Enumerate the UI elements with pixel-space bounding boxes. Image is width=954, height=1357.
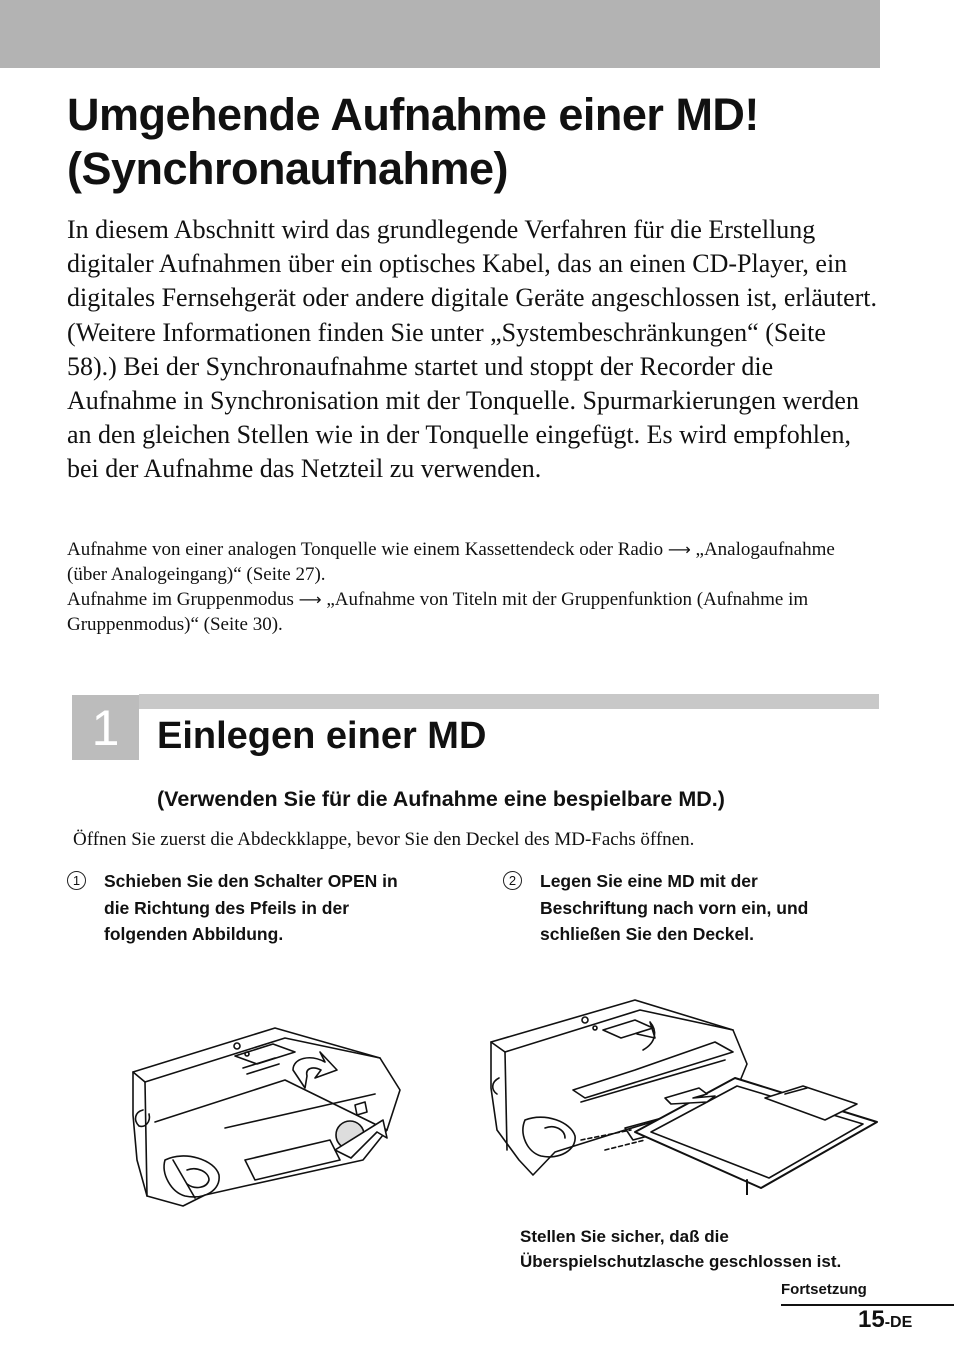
section-title: Einlegen einer MD bbox=[157, 715, 487, 757]
step-2 bbox=[503, 868, 858, 948]
cross-reference bbox=[67, 537, 857, 587]
page-title-line2: (Synchronaufnahme) bbox=[67, 143, 509, 194]
step-1 bbox=[67, 868, 422, 948]
section-bar bbox=[139, 694, 879, 709]
page-title-line1: Umgehende Aufnahme einer MD! bbox=[67, 89, 759, 140]
step-text: Legen Sie eine MD mit der Beschriftung nach vorn ein, und schließen Sie den Deckel. bbox=[540, 871, 809, 944]
reference-target: „Analogaufnahme (über Analogeingang)“ (Seite 27). bbox=[67, 539, 835, 585]
cross-references bbox=[67, 537, 857, 637]
page-title bbox=[67, 88, 867, 196]
recorder-open-switch-illustration bbox=[125, 1010, 415, 1210]
reference-text: Aufnahme von einer analogen Tonquelle wie einem Kassettendeck oder Radio bbox=[67, 539, 664, 560]
header-bar bbox=[0, 0, 880, 68]
recorder-insert-disc-illustration bbox=[485, 990, 880, 1195]
section-subtitle: (Verwenden Sie für die Aufnahme eine bespielbare MD.) bbox=[157, 787, 725, 811]
cross-reference bbox=[67, 587, 857, 637]
caption-line2: Überspielschutzlasche geschlossen ist. bbox=[520, 1252, 842, 1271]
right-arrow-icon: ⟶ bbox=[298, 590, 322, 609]
reference-target: „Aufnahme von Titeln mit der Gruppenfunktion (Aufnahme im Gruppenmodus)“ (Seite 30). bbox=[67, 589, 809, 635]
intro-paragraph: In diesem Abschnitt wird das grundlegende Verfahren für die Erstellung digitaler Aufnahmen über ein optisches Kabel, das an einen CD-Player, ein digitales Fernsehgerät oder andere digitale Geräte angeschlossen ist, erläutert. (Weitere Informationen finden Sie unter „Systembeschränkungen“ (Seite 58).) Bei der Synchronaufnahme startet und stoppt der Recorder die Aufnahme in Synchronisation mit der Tonquelle. Spurmarkierungen werden an den gleichen Stellen wie in der Tonquelle eingefügt. Es wird empfohlen, bei der Aufnahme das Netzteil zu verwenden. bbox=[67, 215, 878, 484]
section-note: Öffnen Sie zuerst die Abdeckklappe, bevor Sie den Deckel des MD-Fachs öffnen. bbox=[73, 829, 695, 850]
step-text: Schieben Sie den Schalter OPEN in die Richtung des Pfeils in der folgenden Abbildung. bbox=[104, 871, 398, 944]
page-number-value: 15 bbox=[858, 1306, 885, 1333]
step-number: 2 bbox=[503, 871, 522, 890]
continued-label: Fortsetzung bbox=[781, 1280, 954, 1306]
caption-line1: Stellen Sie sicher, daß die bbox=[520, 1227, 729, 1246]
step-number: 1 bbox=[67, 871, 86, 890]
page-number bbox=[858, 1305, 912, 1338]
page-number-suffix: -DE bbox=[884, 1314, 913, 1331]
reference-text: Aufnahme im Gruppenmodus bbox=[67, 589, 294, 610]
right-arrow-icon: ⟶ bbox=[667, 540, 691, 559]
illustration-caption bbox=[520, 1224, 900, 1274]
section-number: 1 bbox=[72, 695, 139, 760]
